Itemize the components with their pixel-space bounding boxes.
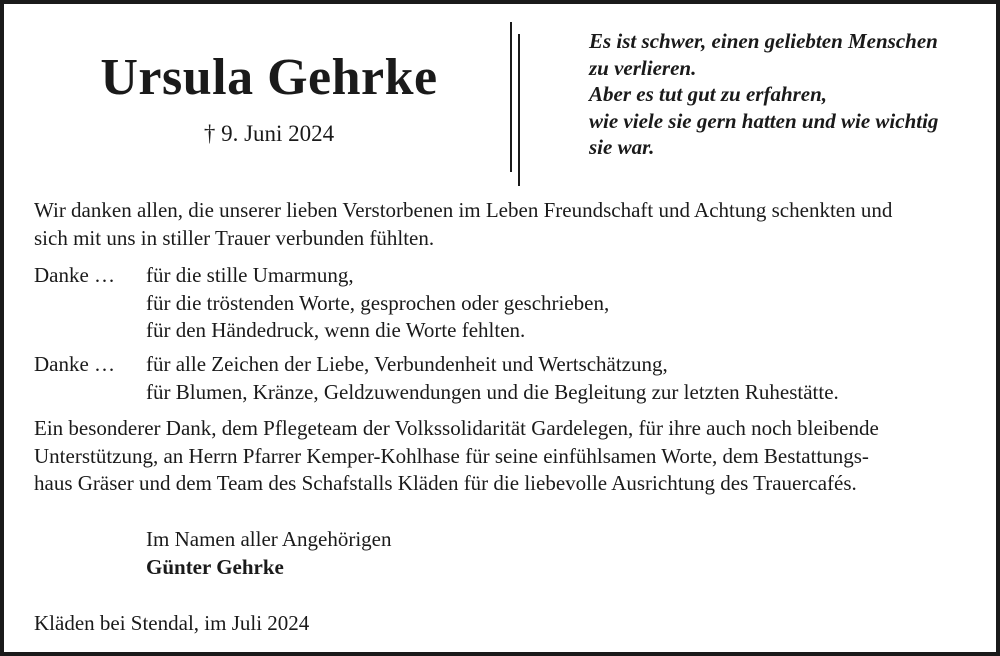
text-line: Unterstützung, an Herrn Pfarrer Kemper-Kohlhase für seine einfühlsamen Worte, dem Bestattungs-	[34, 443, 869, 468]
memorial-quote	[589, 28, 989, 161]
divider-line	[518, 34, 520, 186]
signature-preface: Im Namen aller Angehörigen	[146, 527, 392, 551]
intro-paragraph	[34, 197, 979, 252]
text-line: für den Händedruck, wenn die Worte fehlten.	[146, 318, 526, 342]
special-thanks-paragraph	[34, 415, 979, 498]
quote-line: sie war.	[589, 135, 655, 159]
text-line: Ein besonderer Dank, dem Pflegeteam der Volkssolidarität Gardelegen, für ihre auch noch bleibende	[34, 416, 879, 440]
signature-name: Günter Gehrke	[146, 554, 284, 579]
thanks-label: Danke …	[34, 263, 116, 287]
quote-line: zu verlieren.	[589, 55, 697, 80]
death-date: † 9. Juni 2024	[203, 121, 335, 146]
text-line: Wir danken allen, die unserer lieben Verstorbenen im Leben Freundschaft und Achtung schenkten und	[34, 198, 893, 222]
quote-line: Es ist schwer, einen geliebten Menschen	[589, 29, 938, 53]
text-line: für alle Zeichen der Liebe, Verbundenheit und Wertschätzung,	[146, 352, 668, 376]
place-date: Kläden bei Stendal, im Juli 2024	[34, 611, 310, 635]
text-line: haus Gräser und dem Team des Schafstalls Kläden für die liebevolle Ausrichtung des Trauercafés.	[34, 471, 857, 495]
deceased-name: Ursula Gehrke	[100, 49, 438, 106]
signature-block	[146, 526, 392, 581]
divider-line	[510, 22, 512, 172]
text-line: für Blumen, Kränze, Geldzuwendungen und die Begleitung zur letzten Ruhestätte.	[146, 379, 839, 404]
text-line: für die stille Umarmung,	[146, 263, 354, 287]
thanks-label: Danke …	[34, 352, 116, 376]
quote-line: wie viele sie gern hatten und wie wichtig	[589, 108, 939, 133]
quote-line: Aber es tut gut zu erfahren,	[589, 82, 828, 106]
text-line: für die tröstenden Worte, gesprochen oder geschrieben,	[146, 290, 610, 315]
text-line: sich mit uns in stiller Trauer verbunden fühlten.	[34, 225, 435, 250]
